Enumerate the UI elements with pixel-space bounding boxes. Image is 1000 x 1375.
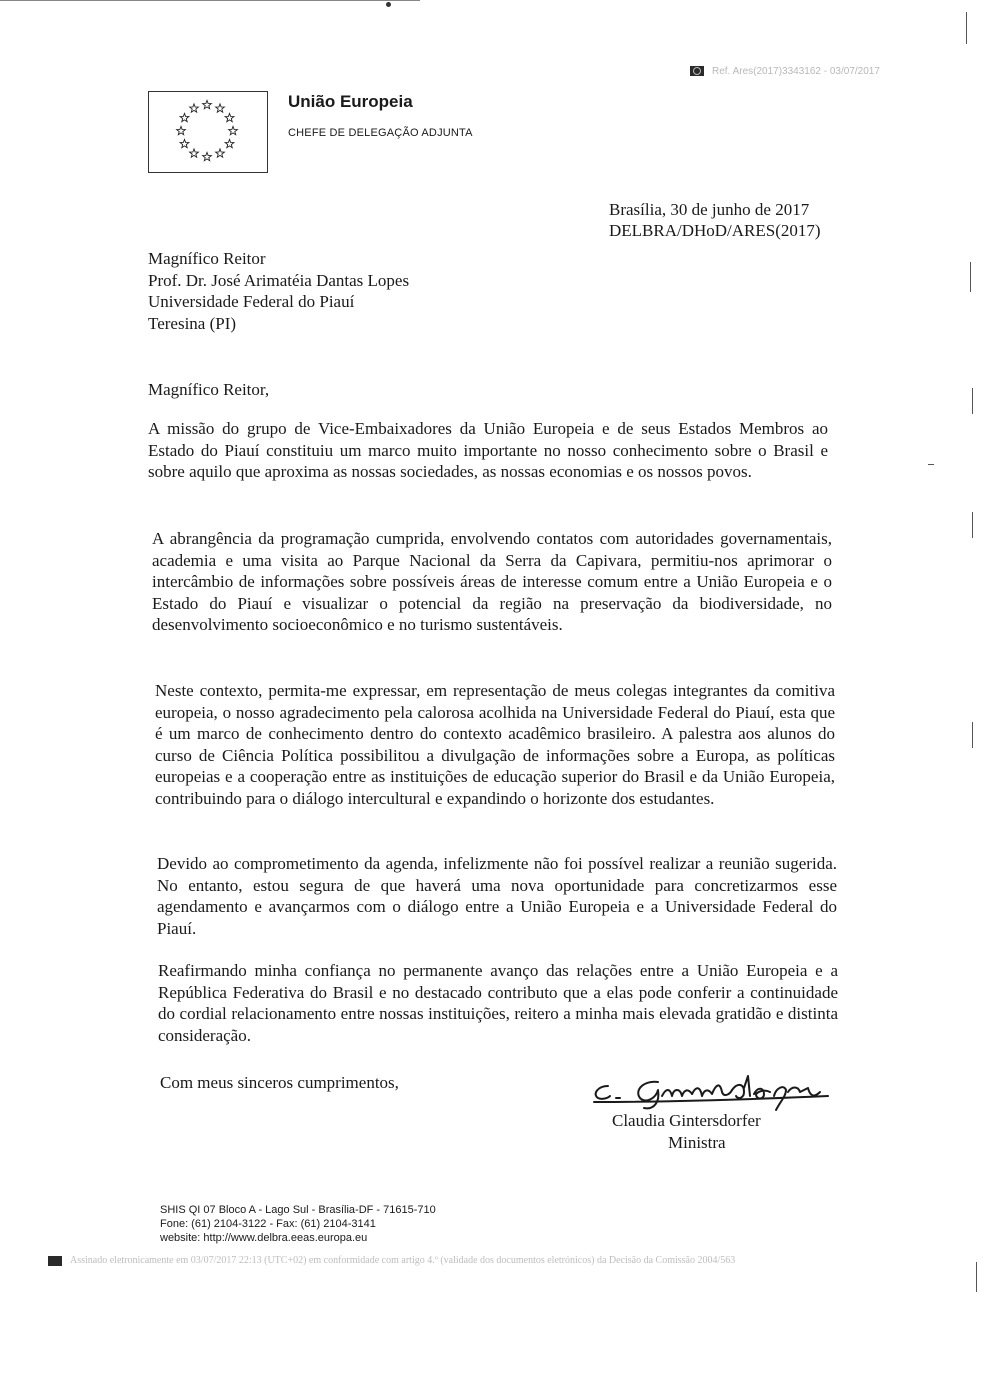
eu-flag-icon [148, 91, 268, 173]
eu-star-icon [180, 139, 189, 147]
scan-margin-mark [928, 464, 934, 465]
organization-name: União Europeia [288, 92, 413, 111]
signer-name: Claudia Gintersdorfer [612, 1111, 761, 1130]
footer-website: website: http://www.delbra.eeas.europa.eu [160, 1232, 368, 1244]
stamp-icon [48, 1256, 62, 1266]
reference-stamp [690, 66, 880, 77]
body-paragraph: Devido ao comprometimento da agenda, infelizmente não foi possível realizar a reunião sugerida. No entanto, estou segura de que haverá uma nova oportunidade para concretizarmos esse agendamento e avançarmos com o diálogo entre a União Europeia e a Universidade Federal do Piauí. [157, 854, 837, 938]
recipient-line: Universidade Federal do Piauí [148, 292, 355, 311]
eu-star-icon [190, 104, 199, 112]
reference-stamp-text: Ref. Ares(2017)3343162 - 03/07/2017 [712, 66, 880, 77]
electronic-signature-note [48, 1255, 735, 1266]
eu-star-icon [229, 126, 238, 134]
eu-star-icon [180, 113, 189, 121]
body-paragraph: A abrangência da programação cumprida, envolvendo contatos com autoridades governamentais, academia e uma visita ao Parque Nacional da Serra da Capivara, permitiu-nos aprimorar o intercâmbio de informações sobre possíveis áreas de interesse comum entre a União Europeia e o Estado do Piauí e visualizar o potencial da região na preservação da biodiversidade, no desenvolvimento socioeconômico e no turismo sustentáveis. [152, 529, 832, 634]
eu-stars-icon [149, 92, 266, 171]
eu-star-icon [190, 149, 199, 157]
scan-margin-mark [976, 1262, 977, 1292]
footer-phone-fax: Fone: (61) 2104-3122 - Fax: (61) 2104-3141 [160, 1218, 376, 1230]
eu-star-icon [225, 113, 234, 121]
date-line: Brasília, 30 de junho de 2017 [609, 200, 810, 219]
recipient-address [148, 248, 409, 334]
eu-star-icon [216, 149, 225, 157]
scan-margin-mark [972, 722, 973, 748]
footer-address: SHIS QI 07 Bloco A - Lago Sul - Brasília-DF - 71615-710 [160, 1204, 436, 1216]
body-paragraph: Neste contexto, permita-me expressar, em representação de meus colegas integrantes da comitiva europeia, o nosso agradecimento pela calorosa acolhida na Universidade Federal do Piauí, esta que é um marco de conhecimento dentro do contexto acadêmico brasileiro. A palestra aos alunos do curso de Ciência Política possibilitou a divulgação de informações sobre a Europa, as políticas europeias e a cooperação entre as instituições de educação superior do Brasil e da União Europeia, contribuindo para o diálogo intercultural e expandindo o horizonte dos estudantes. [155, 681, 835, 808]
eu-star-icon [203, 100, 212, 108]
scan-edge-line [0, 0, 420, 1]
recipient-line: Teresina (PI) [148, 313, 237, 333]
eu-star-icon [225, 139, 234, 147]
recipient-line: Prof. Dr. José Arimatéia Dantas Lopes [148, 270, 410, 290]
footer-contact [160, 1203, 436, 1245]
signer-title: Ministra [668, 1133, 726, 1152]
eu-star-icon [177, 126, 186, 134]
closing-line: Com meus sinceros cumprimentos, [160, 1073, 399, 1092]
scan-margin-mark [970, 262, 971, 292]
electronic-signature-text: Assinado eletronicamente em 03/07/2017 22:13 (UTC+02) em conformidade com artigo 4.º (validade dos documentos eletrónicos) da Decisão da Comissão 2004/563 [70, 1255, 736, 1266]
handwritten-signature [588, 1072, 838, 1112]
scan-margin-mark [972, 388, 973, 414]
recipient-line: Magnífico Reitor [148, 249, 266, 268]
body-paragraph: Reafirmando minha confiança no permanente avanço das relações entre a União Europeia e a República Federativa do Brasil e no destacado contributo que a elas pode conferir a continuidade do cordial relacionamento entre nossas instituições, reitero a minha mais elevada gratidão e distinta consideração. [158, 961, 838, 1045]
eu-star-icon [216, 104, 225, 112]
scan-speck [386, 2, 391, 7]
scan-margin-mark [972, 512, 973, 538]
body-paragraph: A missão do grupo de Vice-Embaixadores da União Europeia e de seus Estados Membros ao Estado do Piauí constituiu um marco muito importante no nosso conhecimento sobre o Brasil e sobre aquilo que aproxima as nossas sociedades, as nossas economias e os nossos povos. [148, 419, 828, 481]
stamp-icon [690, 66, 704, 76]
eu-star-icon [203, 152, 212, 160]
reference-line: DELBRA/DHoD/ARES(2017) [609, 221, 821, 240]
scan-margin-mark [966, 12, 967, 44]
department-name: CHEFE DE DELEGAÇÃO ADJUNTA [288, 127, 473, 139]
salutation: Magnífico Reitor, [148, 380, 270, 399]
